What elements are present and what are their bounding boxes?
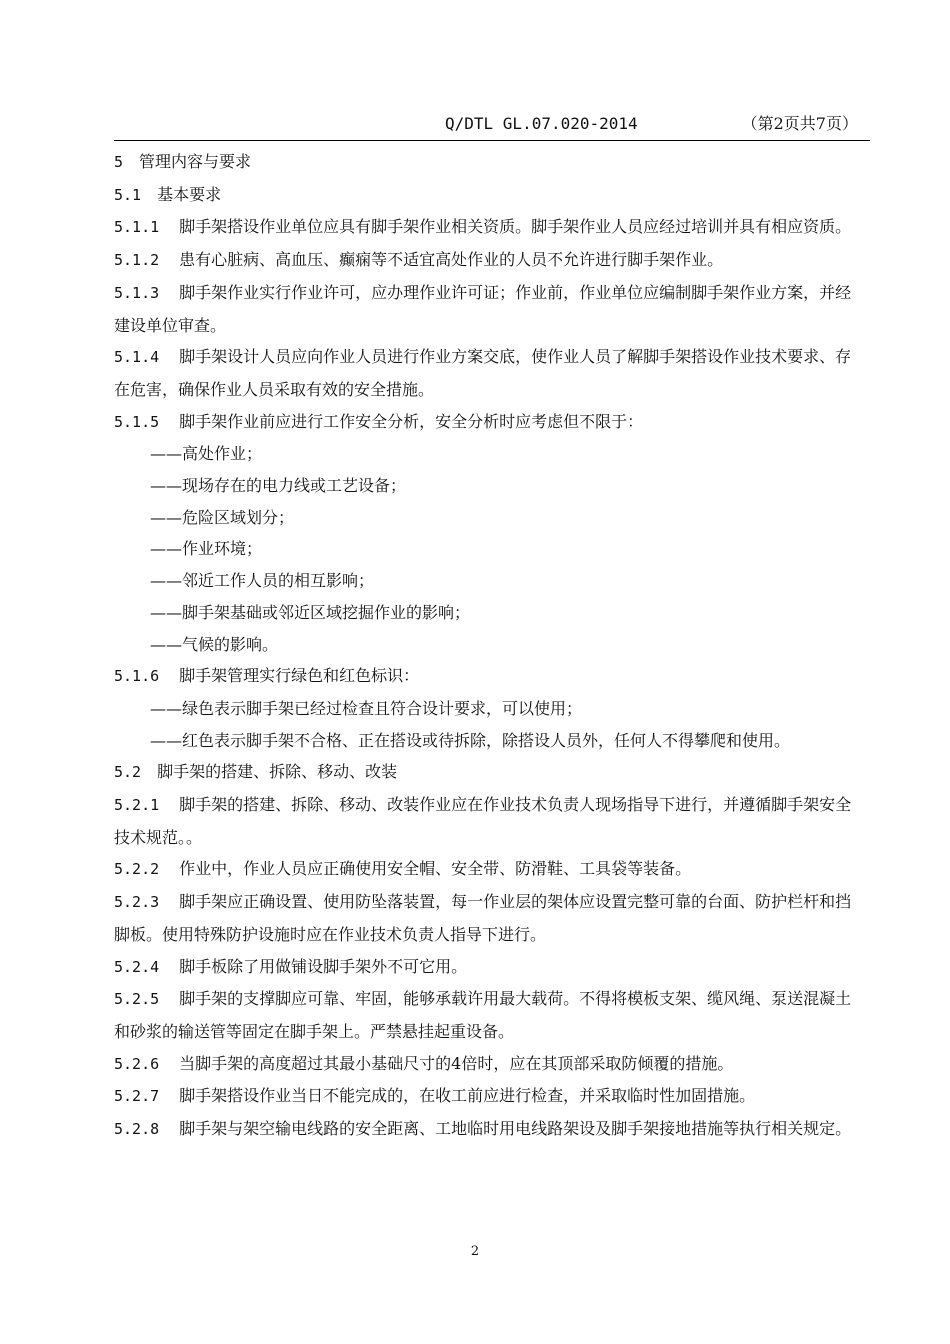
paragraph-text: ——作业环境； [150,539,263,559]
clause-number: 5.2.7 [114,1087,160,1106]
list-item [114,597,862,629]
section-heading [114,146,862,179]
list-item [114,533,862,565]
list-item [114,629,862,661]
list-item [114,725,862,757]
clause-paragraph [114,406,862,439]
paragraph-text: ——高处作业； [150,444,263,464]
clause-number: 5.1.3 [114,283,160,302]
paragraph-text: 作业中，作业人员应正确使用安全帽、安全带、防滑鞋、工具袋等装备。 [179,859,692,879]
paragraph-text: 脚手架搭设作业当日不能完成的，在收工前应进行检查，并采取临时性加固措施。 [179,1086,756,1106]
paragraph-text: 脚手架作业前应进行工作安全分析，安全分析时应考虑但不限于： [179,411,644,431]
clause-number: 5.2.1 [114,796,160,815]
clause-number: 5.1.6 [114,667,160,686]
paragraph-text: 脚手架的搭建、拆除、移动、改装 [157,762,398,782]
header-rule [114,140,870,141]
clause-paragraph [114,244,862,277]
clause-number: 5 [114,153,124,171]
list-item [114,502,862,534]
clause-number: 5.1.1 [114,218,160,237]
document-code: Q/DTL GL.07.020-2014 [445,114,638,133]
section-heading [114,756,862,789]
clause-paragraph [114,1080,862,1113]
paragraph-text: 基本要求 [157,184,222,204]
clause-number: 5.2 [114,763,142,782]
clause-number: 5.1.2 [114,251,160,270]
clause-paragraph [114,789,862,853]
section-heading [114,179,862,212]
paragraph-text: 脚手架管理实行绿色和红色标识： [179,666,420,686]
clause-paragraph [114,341,862,405]
list-item [114,438,862,470]
paragraph-text: 脚手架作业实行作业许可，应办理作业许可证；作业前，作业单位应编制脚手架作业方案，并经建设单位审查。 [114,282,852,335]
clause-number: 5.2.2 [114,860,160,879]
clause-paragraph [114,1113,862,1146]
paragraph-text: ——气候的影响。 [150,634,279,654]
paragraph-text: 脚手架设计人员应向作业人员进行作业方案交底，使作业人员了解脚手架搭设作业技术要求、存在危害，确保作业人员采取有效的安全措施。 [114,347,852,399]
paragraph-text: 脚手架的搭建、拆除、移动、改装作业应在作业技术负责人现场指导下进行，并遵循脚手架安全技术规范。。 [114,795,852,847]
list-item [114,565,862,597]
paragraph-text: 脚手板除了用做铺设脚手架外不可它用。 [179,956,468,976]
clause-number: 5.1.4 [114,348,160,367]
clause-paragraph [114,211,862,244]
paragraph-text: ——现场存在的电力线或工艺设备； [150,476,407,496]
paragraph-text: 管理内容与要求 [139,152,252,171]
page-header [114,112,870,136]
paragraph-text: ——脚手架基础或邻近区域挖掘作业的影响； [150,602,471,622]
clause-number: 5.1.5 [114,412,160,431]
clause-number: 5.1 [114,185,142,204]
clause-paragraph [114,660,862,693]
paragraph-text: 脚手架的支撑脚应可靠、牢固，能够承载许用最大载荷。不得将模板支架、缆风绳、泵送混凝土和砂浆的输送管等固定在脚手架上。严禁悬挂起重设备。 [114,989,852,1041]
paragraph-text: ——邻近工作人员的相互影响； [150,571,375,591]
clause-number: 5.2.3 [114,893,160,912]
clause-paragraph [114,1048,862,1081]
paragraph-text: ——红色表示脚手架不合格、正在搭设或待拆除，除搭设人员外，任何人不得攀爬和使用。 [150,730,791,750]
clause-paragraph [114,277,862,341]
clause-paragraph [114,951,862,984]
clause-number: 5.2.5 [114,990,160,1009]
clause-paragraph [114,983,862,1047]
paragraph-text: 患有心脏病、高血压、癫痫等不适宜高处作业的人员不允许进行脚手架作业。 [179,250,724,270]
list-item [114,693,862,725]
clause-number: 5.2.4 [114,957,160,976]
clause-number: 5.2.8 [114,1120,160,1139]
clause-number: 5.2.6 [114,1054,160,1073]
page-number: 2 [470,1244,480,1259]
clause-paragraph [114,853,862,886]
paragraph-text: 脚手架搭设作业单位应具有脚手架作业相关资质。脚手架作业人员应经过培训并具有相应资质。 [179,217,852,237]
list-item [114,470,862,502]
document-body [114,146,862,1146]
page-info: （第2页共7页） [741,114,858,133]
paragraph-text: 当脚手架的高度超过其最小基础尺寸的4倍时，应在其顶部采取防倾覆的措施。 [179,1053,734,1073]
paragraph-text: ——危险区域划分； [150,507,295,527]
paragraph-text: ——绿色表示脚手架已经过检查且符合设计要求，可以使用； [150,698,583,718]
paragraph-text: 脚手架与架空输电线路的安全距离、工地临时用电线路架设及脚手架接地措施等执行相关规定。 [179,1119,852,1139]
paragraph-text: 脚手架应正确设置、使用防坠落装置，每一作业层的架体应设置完整可靠的台面、防护栏杆和挡脚板。使用特殊防护设施时应在作业技术负责人指导下进行。 [114,892,852,944]
clause-paragraph [114,886,862,950]
